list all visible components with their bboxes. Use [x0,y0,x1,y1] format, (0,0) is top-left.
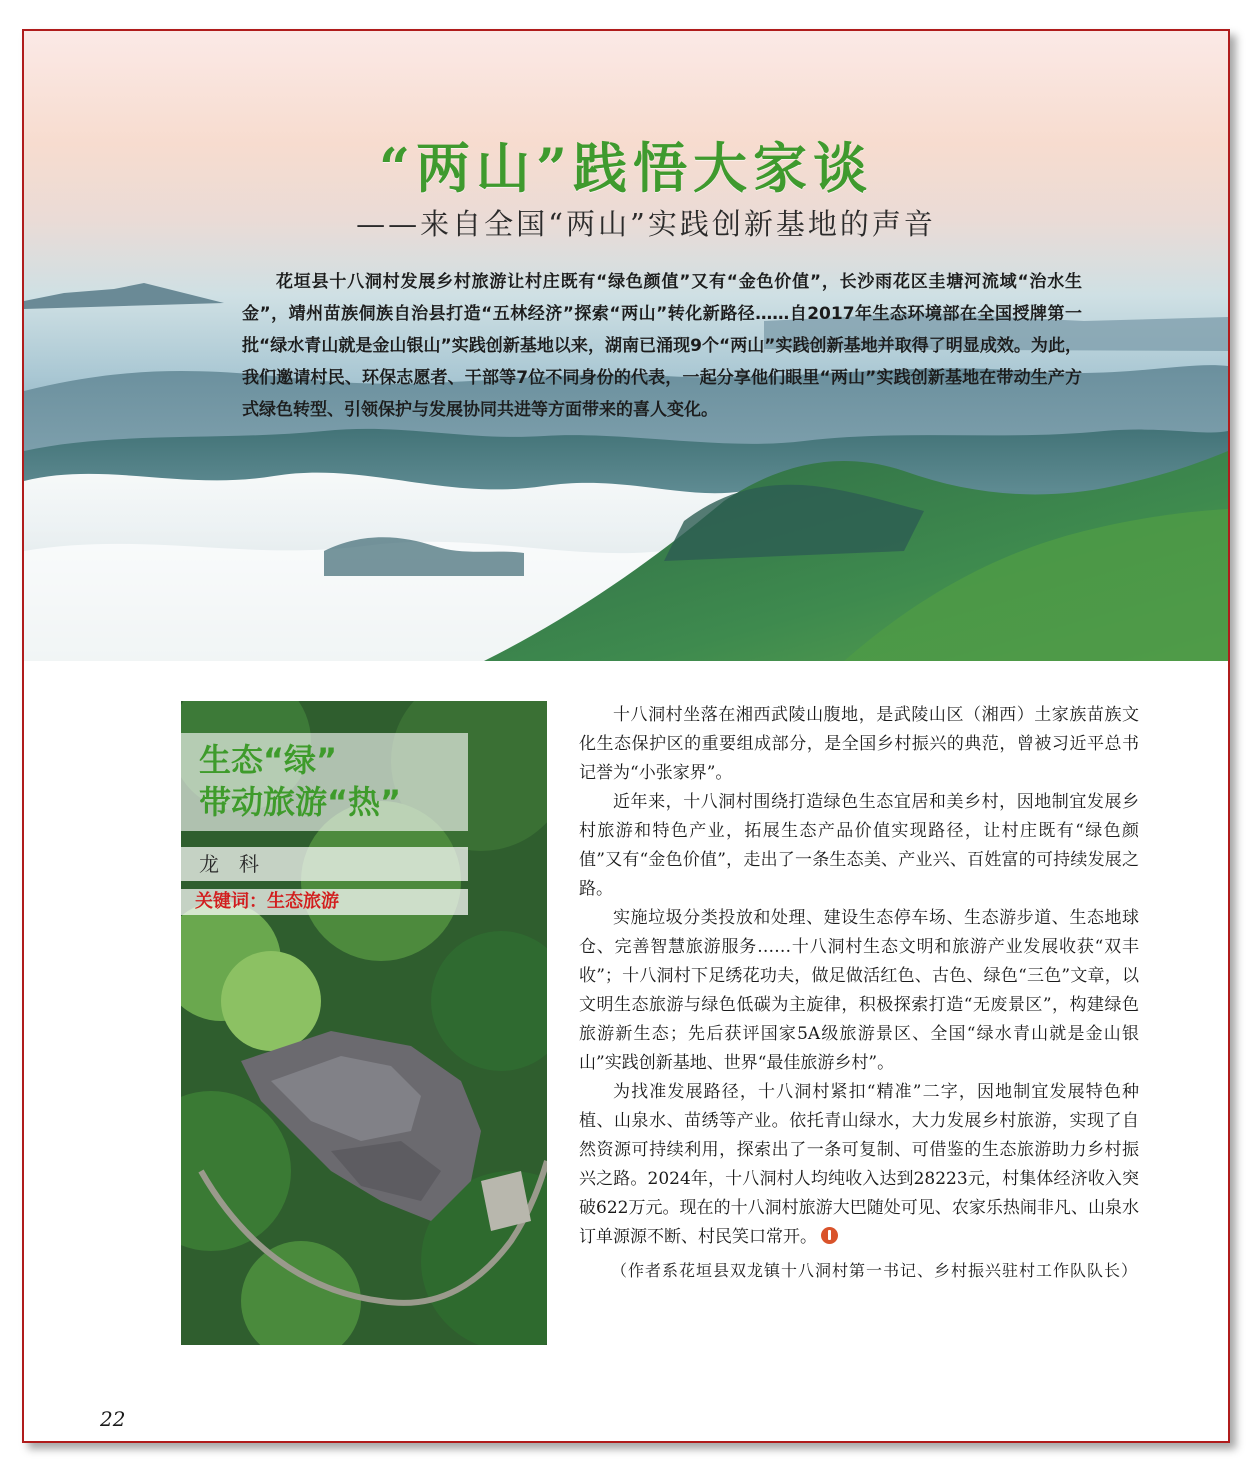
article-paragraph-3: 实施垃圾分类投放和处理、建设生态停车场、生态游步道、生态地球仓、完善智慧旅游服务……十八洞村生态文明和旅游产业发展收获“双丰收”；十八洞村下足绣花功夫，做足做活红色、古色、绿色“三色”文章，以文明生态旅游与绿色低碳为主旋律，积极探索打造“无废景区”，构建绿色旅游新生态；先后获评国家5A级旅游景区、全国“绿水青山就是金山银山”实践创新基地、世界“最佳旅游乡村”。 [579,908,1139,1073]
page-subtitle: ——来自全国“两山”实践创新基地的声音 [356,207,936,241]
keyword-label: 关键词：生态旅游 [181,889,468,915]
article-paragraph-4 [579,1078,1139,1252]
article-headline-line1: 生态“绿” [199,741,338,779]
article-paragraph-2: 近年来，十八洞村围绕打造绿色生态宜居和美乡村，因地制宜发展乡村旅游和特色产业，拓展生态产品价值实现路径，让村庄既有“绿色颜值”又有“金色价值”，走出了一条生态美、产业兴、百姓富的可持续发展之路。 [579,792,1139,899]
headline-box [181,733,468,831]
article-paragraph-1: 十八洞村坐落在湘西武陵山腹地，是武陵山区（湘西）土家族苗族文化生态保护区的重要组成部分，是全国乡村振兴的典范，曾被习近平总书记誉为“小张家界”。 [579,705,1139,783]
article-headline-line2: 带动旅游“热” [199,783,402,821]
magazine-page [22,29,1230,1443]
intro-paragraph: 花垣县十八洞村发展乡村旅游让村庄既有“绿色颜值”又有“金色价值”，长沙雨花区圭塘河流域“治水生金”，靖州苗族侗族自治县打造“五林经济”探索“两山”转化新路径……自2017年生态环境部在全国授牌第一批“绿水青山就是金山银山”实践创新基地以来，湖南已涌现9个“两山”实践创新基地并取得了明显成效。为此，我们邀请村民、环保志愿者、干部等7位不同身份的代表，一起分享他们眼里“两山”实践创新基地在带动生产方式绿色转型、引领保护与发展协同共进等方面带来的喜人变化。 [242,272,1082,420]
village-aerial-photo [181,701,547,1345]
end-mark-icon [821,1227,838,1244]
page-number: 22 [100,1407,126,1431]
article-body [579,701,1139,1285]
page-title: “两山”践悟大家谈 [378,136,874,200]
header-banner [24,31,1228,661]
author-name: 龙科 [181,847,468,881]
article-paragraph-4-text: 为找准发展路径，十八洞村紧扣“精准”二字，因地制宜发展特色种植、山泉水、苗绣等产业。依托青山绿水，大力发展乡村旅游，实现了自然资源可持续利用，探索出了一条可复制、可借鉴的生态旅游助力乡村振兴之路。2024年，十八洞村人均纯收入达到28223元，村集体经济收入突破622万元。现在的十八洞村旅游大巴随处可见、农家乐热闹非凡、山泉水订单源源不断、村民笑口常开。 [579,1082,1139,1247]
author-note: （作者系花垣县双龙镇十八洞村第一书记、乡村振兴驻村工作队队长） [611,1261,1139,1280]
